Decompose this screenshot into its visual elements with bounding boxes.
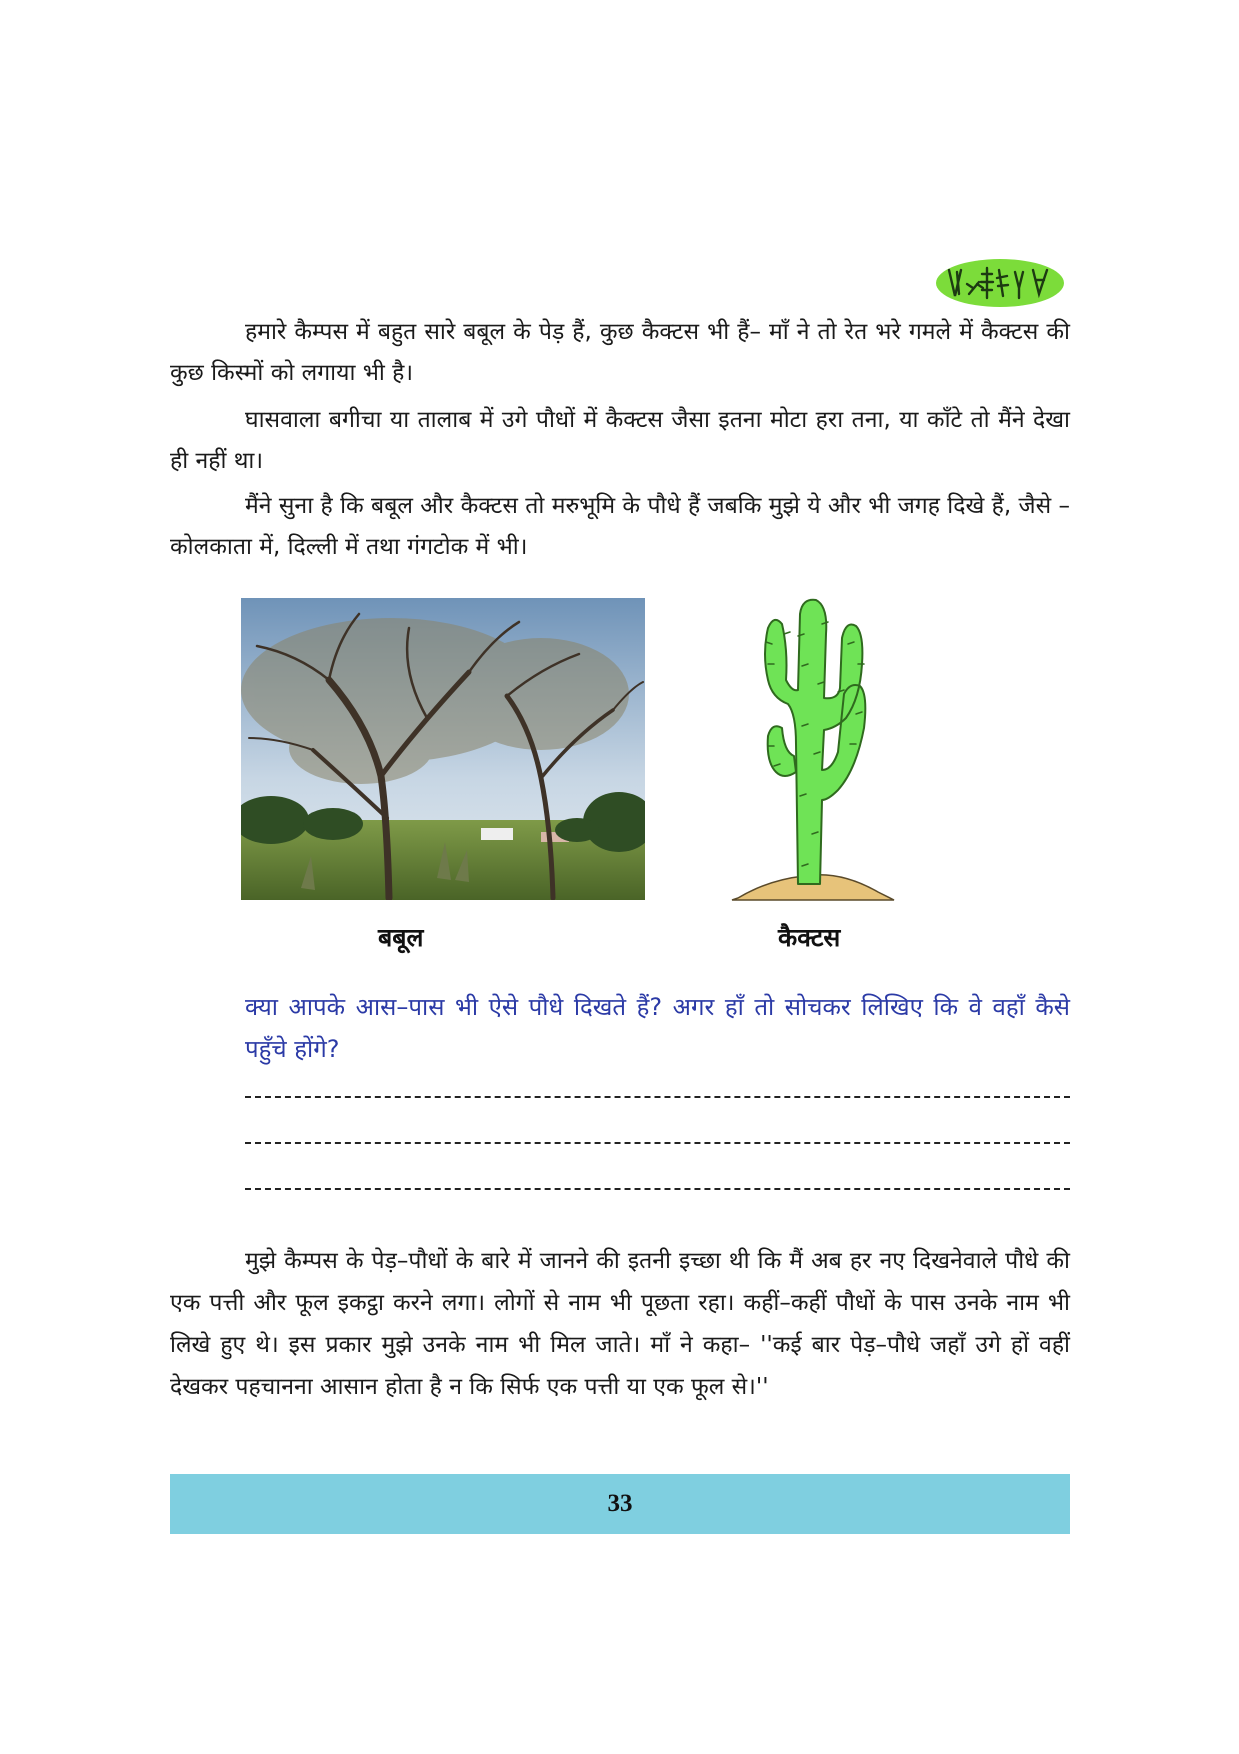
answer-line[interactable] [245,1188,1070,1190]
paragraph-grass-garden: घासवाला बगीचा या तालाब में उगे पौधों में कैक्टस जैसा इतना मोटा हरा तना, या काँटे तो मैंने देखा ही नहीं था। [170,407,1070,474]
babool-caption: बबूल [378,923,424,952]
answer-line[interactable] [245,1096,1070,1098]
footer-band [170,1474,1070,1534]
cactus-caption: कैक्टस [778,923,841,952]
page-number: 33 [607,1490,633,1517]
babool-tree-photo [241,598,645,900]
paragraph-collecting-leaves: मुझे कैम्पस के पेड़–पौधों के बारे में जानने की इतनी इच्छा थी कि मैं अब हर नए दिखनेवाले पौधे की एक पत्ती और फूल इकट्ठा करने लगा। लोगों से नाम भी पूछता रहा। कहीं–कहीं पौधों के पास उनके नाम भी लिखे हुए थे। इस प्रकार मुझे उनके नाम भी मिल जाते। माँ ने कहा– ''कई बार पेड़–पौधे जहाँ उगे हों वहीं देखकर पहचानना आसान होता है न कि सिर्फ एक पत्ती या एक फूल से।'' [170,1248,1070,1400]
paragraph-campus-plants: हमारे कैम्पस में बहुत सारे बबूल के पेड़ हैं, कुछ कैक्टस भी हैं– माँ ने तो रेत भरे गमले में कैक्टस की कुछ किस्मों को लगाया भी है। [170,319,1070,386]
cactus-illustration [728,594,898,906]
paragraph-desert-plants: मैंने सुना है कि बबूल और कैक्टस तो मरुभूमि के पौधे हैं जबकि मुझे ये और भी जगह दिखे हैं, जैसे –कोलकाता में, दिल्ली में तथा गंगटोक में भी। [170,493,1070,560]
plant-sprigs-icon [935,258,1065,308]
answer-line[interactable] [245,1142,1070,1144]
activity-question: क्या आपके आस–पास भी ऐसे पौधे दिखते हैं? अगर हाँ तो सोचकर लिखिए कि वे वहाँ कैसे पहुँचे होंगे? [245,993,1070,1063]
